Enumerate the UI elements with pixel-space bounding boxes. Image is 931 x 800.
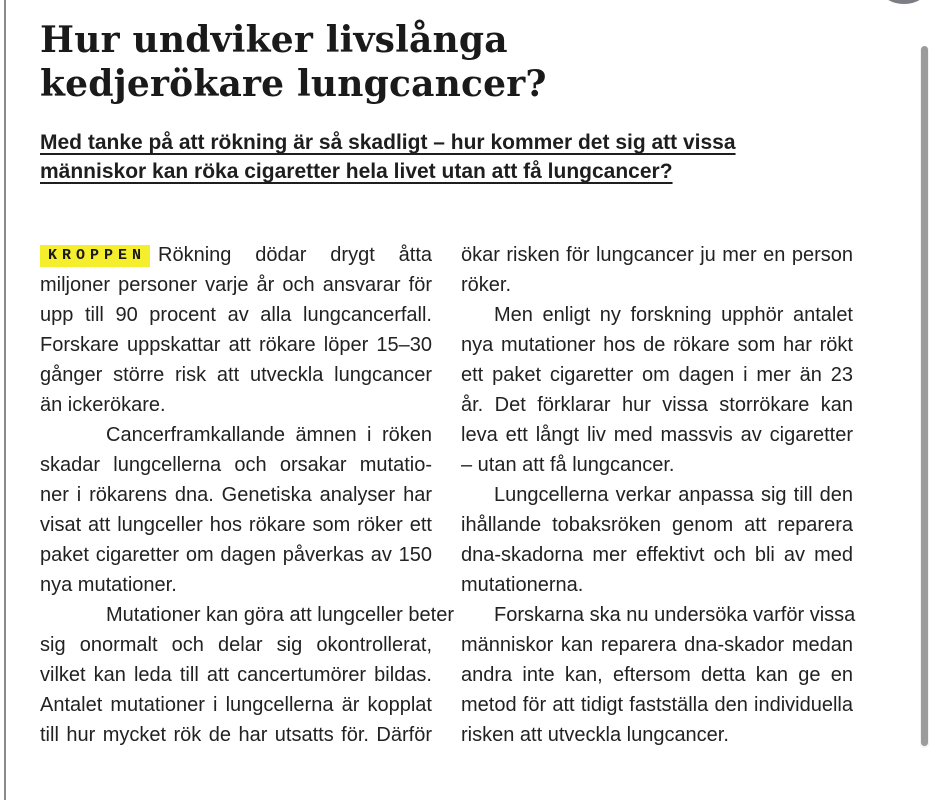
paragraph: [461, 240, 853, 300]
text-line: visat att lungceller hos rökare som röker ett: [40, 514, 432, 536]
text-line: miljoner personer varje år och ansvarar för: [40, 274, 432, 296]
text-line: skadar lungcellerna och orsakar mutatio-: [40, 454, 432, 476]
paragraph: [40, 600, 454, 750]
title-line-1: Hur undviker livslånga: [40, 19, 508, 61]
body-column-right: [461, 240, 856, 750]
text-line: nya mutationer.: [40, 574, 177, 596]
paragraph: [40, 240, 432, 420]
text-line: paket cigaretter om dagen påverkas av 150: [40, 544, 432, 566]
section-tag: KROPPEN: [40, 245, 150, 267]
text-line: vilket kan leda till att cancertumörer bildas.: [40, 664, 432, 686]
scrollbar-thumb[interactable]: [921, 46, 928, 746]
text-line: Lungcellerna verkar anpassa sig till den: [494, 484, 853, 506]
text-line: Cancerframkallande ämnen i röken: [106, 424, 432, 446]
text-line: upp till 90 procent av alla lungcancerfall.: [40, 304, 432, 326]
text-line: mutationerna.: [461, 574, 584, 596]
text-line: människor kan reparera dna-skador medan: [461, 634, 853, 656]
text-line: risken att utveckla lungcancer.: [461, 724, 729, 746]
text-line: Mutationer kan göra att lungceller beter: [106, 604, 454, 626]
paragraph: [40, 420, 432, 600]
text-line: ökar risken för lungcancer ju mer en person: [461, 244, 853, 266]
text-line: metod för att tidigt fastställa den individuella: [461, 694, 853, 716]
text-line: nya mutationer hos de rökare som har rökt: [461, 334, 853, 356]
text-line: än ickerökare.: [40, 394, 166, 416]
text-line: ner i rökarens dna. Genetiska analyser har: [40, 484, 432, 506]
text-line: Men enligt ny forskning upphör antalet: [494, 304, 853, 326]
text-line: Forskarna ska nu undersöka varför vissa: [494, 604, 856, 626]
lead-line-2: människor kan röka cigaretter hela livet utan att få lungcancer?: [40, 160, 673, 183]
text-line: gånger större risk att utveckla lungcancer: [40, 364, 432, 386]
text-line: Forskare uppskattar att rökare löper 15–30: [40, 334, 432, 356]
text-line: Antalet mutationer i lungcellerna är kopplat: [40, 694, 432, 716]
lead-line-1: Med tanke på att rökning är så skadligt – hur kommer det sig att vissa: [40, 131, 736, 154]
text-line: år. Det förklarar hur vissa storrökare kan: [461, 394, 853, 416]
text-line: röker.: [461, 274, 512, 296]
article-lead: [40, 128, 820, 186]
page-left-border: [4, 0, 6, 800]
text-line: KROPPEN Rökning dödar drygt åtta: [40, 240, 432, 270]
text-line: dna-skadorna mer effektivt och bli av med: [461, 544, 853, 566]
text-line: leva ett långt liv med massvis av cigaretter: [461, 424, 853, 446]
title-line-2: kedjerökare lungcancer?: [40, 63, 547, 105]
text-line: andra inte kan, eftersom detta kan ge en: [461, 664, 853, 686]
article-title: [40, 18, 900, 106]
paragraph: [461, 300, 853, 480]
text-line: till hur mycket rök de har utsatts för. Därför: [40, 724, 432, 746]
text-line: sig onormalt och delar sig okontrollerat,: [40, 634, 432, 656]
text-line: ett paket cigaretter om dagen i mer än 23: [461, 364, 853, 386]
window-control-blob[interactable]: [881, 0, 927, 4]
body-column-left: [40, 240, 454, 750]
paragraph: [461, 480, 853, 600]
text-line: ihållande tobaksröken genom att reparera: [461, 514, 853, 536]
text-line: – utan att få lungcancer.: [461, 454, 675, 476]
paragraph: [461, 600, 856, 750]
